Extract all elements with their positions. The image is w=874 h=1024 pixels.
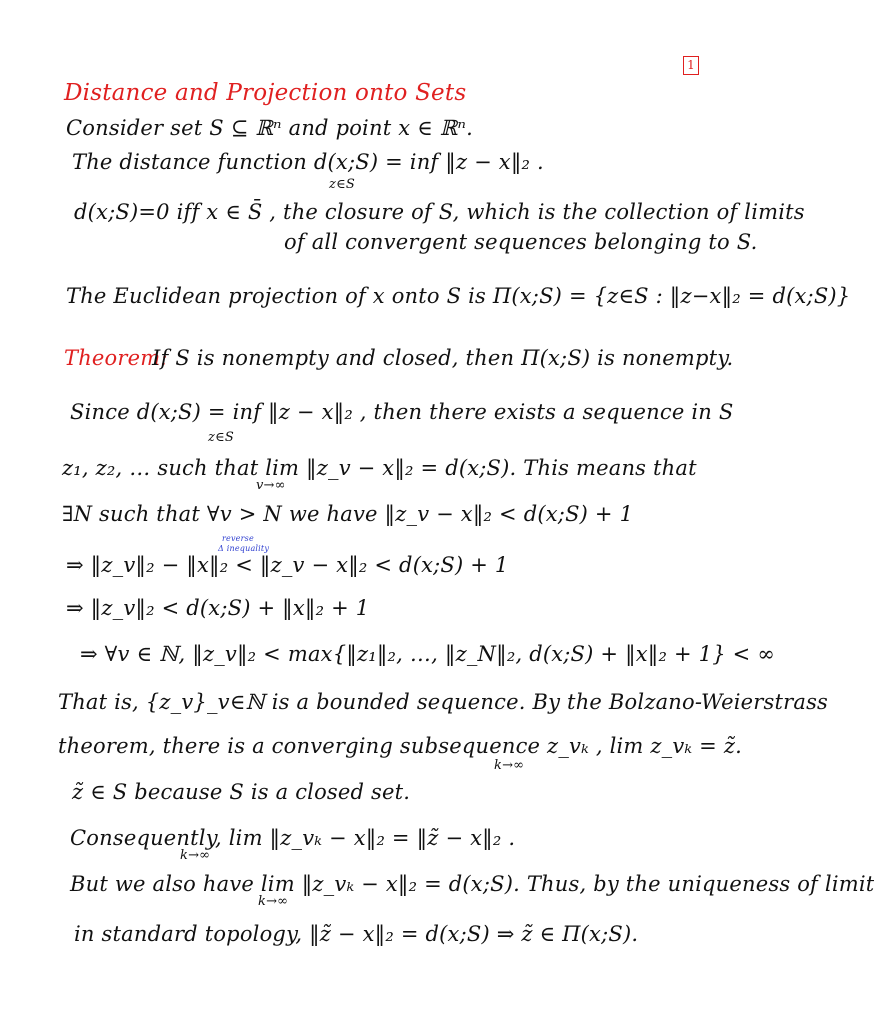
projection-definition: The Euclidean projection of x onto S is Π(x;S) = {z∈S : ‖z−x‖₂ = d(x;S)}: [66, 284, 851, 308]
lim-subscript-3: k→∞: [180, 848, 211, 863]
lim-subscript-1: v→∞: [256, 478, 286, 493]
proof-line-11: But we also have lim ‖z_vₖ − x‖₂ = d(x;S). Thus, by the uniqueness of limit: [70, 872, 874, 896]
proof-line-6: ⇒ ∀v ∈ ℕ, ‖z_v‖₂ < max{‖z₁‖₂, …, ‖z_N‖₂, d(x;S) + ‖x‖₂ + 1} < ∞: [80, 642, 776, 666]
proof-line-10: Consequently, lim ‖z_vₖ − x‖₂ = ‖z̃ − x‖₂ .: [70, 826, 516, 850]
inf-subscript-1: z∈S: [329, 177, 355, 192]
margin-note-inequality: Δ inequality: [218, 544, 270, 553]
page-title: Distance and Projection onto Sets: [64, 80, 467, 106]
proof-line-5: ⇒ ‖z_v‖₂ < d(x;S) + ‖x‖₂ + 1: [66, 596, 370, 620]
proof-line-7: That is, {z_v}_v∈ℕ is a bounded sequence. By the Bolzano-Weierstrass: [58, 690, 829, 714]
proof-line-2: z₁, z₂, … such that lim ‖z_v − x‖₂ = d(x;S). This means that: [62, 456, 697, 480]
lim-subscript-4: k→∞: [258, 894, 289, 909]
text-line-3: d(x;S)=0 iff x ∈ S̄ , the closure of S, which is the collection of limits: [74, 200, 805, 224]
proof-line-1: Since d(x;S) = inf ‖z − x‖₂ , then there exists a sequence in S: [70, 400, 734, 424]
lim-subscript-2: k→∞: [494, 758, 525, 773]
margin-note-reverse: reverse: [222, 534, 254, 543]
text-line-1: Consider set S ⊆ ℝⁿ and point x ∈ ℝⁿ.: [66, 116, 473, 140]
proof-line-3: ∃N such that ∀v > N we have ‖z_v − x‖₂ < d(x;S) + 1: [62, 502, 634, 526]
text-line-4: of all convergent sequences belonging to S.: [284, 230, 758, 254]
inf-subscript-2: z∈S: [208, 430, 234, 445]
proof-line-9: z̃ ∈ S because S is a closed set.: [72, 780, 411, 804]
proof-line-4: ⇒ ‖z_v‖₂ − ‖x‖₂ < ‖z_v − x‖₂ < d(x;S) + 1: [66, 553, 509, 577]
proof-line-12: in standard topology, ‖z̃ − x‖₂ = d(x;S) ⇒ z̃ ∈ Π(x;S).: [74, 922, 639, 946]
proof-line-8: theorem, there is a converging subsequence z_vₖ , lim z_vₖ = z̃.: [58, 734, 742, 758]
theorem-label: Theorem:: [64, 346, 168, 370]
theorem-statement: If S is nonempty and closed, then Π(x;S) is nonempty.: [152, 346, 734, 370]
page-number-box: 1: [683, 56, 699, 75]
text-line-2: The distance function d(x;S) = inf ‖z − x‖₂ .: [72, 150, 544, 174]
